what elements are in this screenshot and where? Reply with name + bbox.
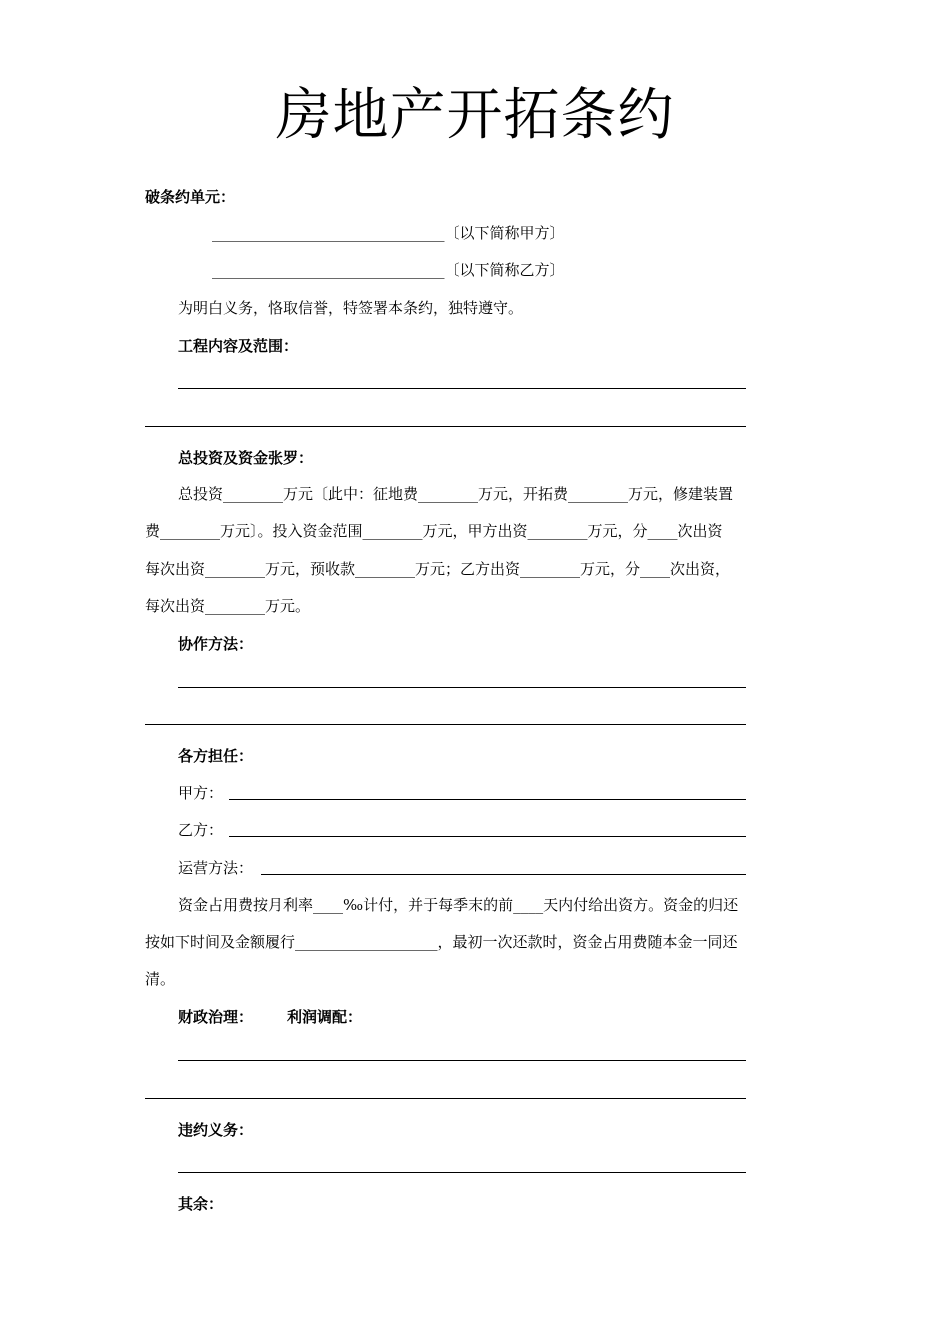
funds-line-3: 清。: [145, 970, 176, 988]
parties-heading: 破条约单元：: [145, 188, 236, 206]
party-b-responsibility-rule[interactable]: [229, 836, 746, 837]
investment-line-4: 每次出资________万元。: [145, 597, 311, 615]
cooperation-heading: 协作方法：: [178, 635, 254, 653]
cooperation-rule-1[interactable]: [178, 687, 746, 688]
finance-rule-2[interactable]: [145, 1098, 746, 1099]
party-b-blank[interactable]: _______________________________: [212, 261, 445, 279]
other-heading: 其余：: [178, 1195, 224, 1213]
financial-management-heading: 财政治理：: [178, 1008, 254, 1026]
investment-heading: 总投资及资金张罗：: [178, 449, 314, 467]
breach-rule[interactable]: [178, 1172, 746, 1173]
finance-rule-1[interactable]: [178, 1060, 746, 1061]
funds-line-2: 按如下时间及金额履行___________________，最初一次还款时，资金占用费随本金一同还: [145, 933, 738, 951]
operation-method-label: 运营方法：: [178, 859, 254, 877]
party-b-line: [212, 258, 565, 282]
project-scope-rule-2[interactable]: [145, 426, 746, 427]
investment-line-2: 费________万元〕。投入资金范围________万元，甲方出资________万元，分____次出资: [145, 522, 723, 540]
finance-headings: [178, 1005, 362, 1029]
party-a-responsibility-label: 甲方：: [178, 784, 224, 802]
profit-distribution-heading: 利润调配：: [287, 1008, 363, 1026]
operation-method-rule[interactable]: [261, 874, 746, 875]
party-a-line: [212, 221, 565, 245]
project-scope-heading: 工程内容及范围：: [178, 337, 299, 355]
party-a-responsibility-rule[interactable]: [229, 799, 746, 800]
party-a-blank[interactable]: _______________________________: [212, 224, 445, 242]
project-scope-rule-1[interactable]: [178, 388, 746, 389]
responsibilities-heading: 各方担任：: [178, 747, 254, 765]
funds-line-1: 资金占用费按月利率____‰计付，并于每季末的前____天内付给出资方。资金的归还: [178, 896, 739, 914]
document-title: 房地产开拓条约: [275, 83, 675, 148]
investment-line-3: 每次出资________万元，预收款________万元；乙方出资________万元，分____次出资，: [145, 560, 731, 578]
cooperation-rule-2[interactable]: [145, 724, 746, 725]
investment-line-1: 总投资________万元〔此中：征地费________万元，开拓费________万元，修建装置: [178, 485, 734, 503]
breach-heading: 违约义务：: [178, 1121, 254, 1139]
party-a-suffix: 〔以下简称甲方〕: [444, 224, 565, 242]
party-b-suffix: 〔以下简称乙方〕: [444, 261, 565, 279]
party-b-responsibility-label: 乙方：: [178, 821, 224, 839]
preamble: 为明白义务，恪取信誉，特签署本条约，独特遵守。: [178, 299, 524, 317]
